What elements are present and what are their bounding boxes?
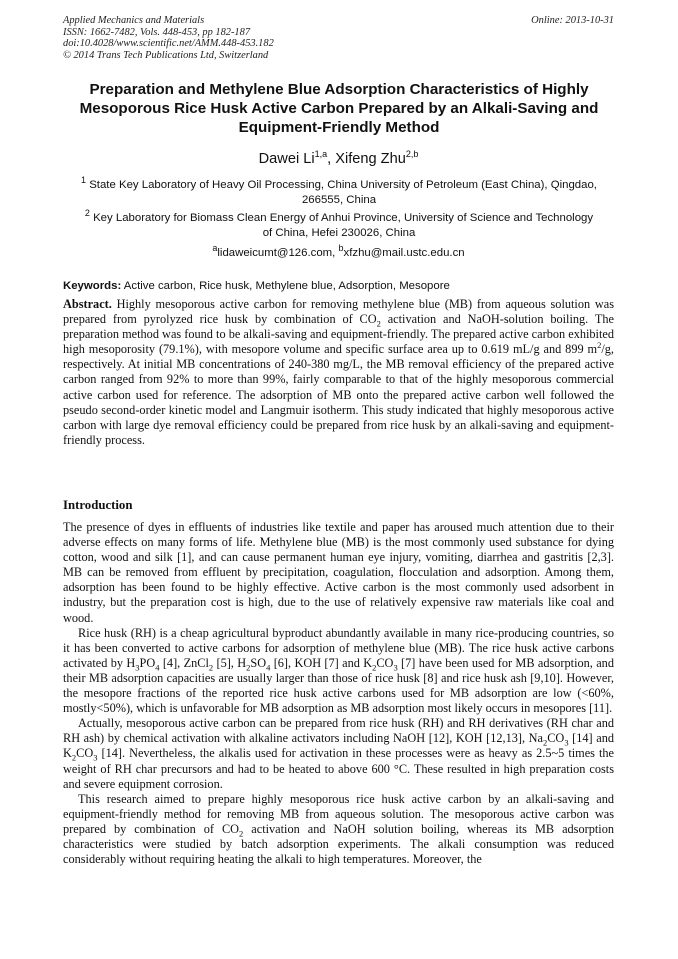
intro-p3-sub: 2 [542,737,548,748]
affiliation-1-number: 1 [81,175,87,186]
abstract-sup-1: 2 [597,340,602,351]
intro-p2-sub: 3 [135,662,140,673]
online-date: Online: 2013-10-31 [531,15,614,26]
intro-p3-text-e: [14]. Nevertheless, the alkalis used for activation in these processes were as heavy as 2.5~5 times the weight of RH char precursors and had to be heated to above 600 °C. These resulted in high preparation costs and severe equipment corrosion. [63,746,614,791]
intro-p4-text-b: activation and NaOH solution boiling, whereas its MB adsorption characteristics were studied by batch adsorption experiments. The alkali consumption was reduced considerably without requiring heating the alkali to high temperatures. Moreover, the [63,821,614,867]
author-1-sup: 1,a [314,149,328,160]
intro-p4-sub: 2 [239,828,244,839]
journal-name: Applied Mechanics and Materials [63,15,205,26]
intro-p2-text-f: [6], KOH [7] and K [270,655,373,670]
abstract [63,297,614,448]
affiliation-1 [80,175,598,208]
intro-paragraph-1: The presence of dyes in effluents of industries like textile and paper has aroused much attention due to their adverse effects on many forms of life. Methylene blue (MB) is the most commonly used substance for dying cotton, wood and silk [1], and can cause permanent human eye injury, vomiting, diarrhea and gastritis [2,3]. MB can be removed from effluent by precipitation, coagulation, flocculation and adsorption. Among them, adsorption has been found to be highly effective. Active carbon is the most commonly used adsorbent in industry, but the preparation cost is high, due to the use of relatively expensive raw materials like coal and wood. [63,520,614,625]
author-2-sup: 2,b [405,149,419,160]
intro-paragraph-2 [63,626,614,717]
intro-p3-text-c: [14] and K [63,731,614,761]
abstract-text-3: /g, respectively. At initial MB concentrations of 240-380 mg/L, the MB removal efficiency of the prepared active carbon ranged from 92% to more than 99%, fairly comparable to that of the highly mesoporous commercial active carbon used for reference. The adsorption of MB onto the prepared active carbon well followed the pseudo second-order kinetic model and Langmuir isotherm. This study indicated that highly mesoporous active carbon with large dye removal efficiency could be prepared from rice husk by an alkali-saving and equipment-friendly process. [63,342,614,447]
intro-p2-text-g: CO [376,655,394,670]
author-line [63,150,614,168]
abstract-sub-1: 2 [376,318,381,329]
email-a-sup: a [212,243,218,254]
intro-p3-sub: 3 [93,752,98,763]
author-emails [63,243,614,261]
intro-p2-text-e: SO [250,655,267,670]
intro-p2-sub: 2 [208,662,214,673]
intro-p3-sub: 3 [564,737,569,748]
intro-p2-text-c: [4], ZnCl [159,655,209,670]
email-b: xfzhu@mail.ustc.edu.cn [343,247,465,259]
author-2-name: Xifeng Zhu [335,151,406,167]
intro-p2-sub: 3 [393,662,398,673]
intro-p2-text-d: [5], H [213,655,247,670]
journal-issn: ISSN: 1662-7482, Vols. 448-453, pp 182-187 [63,26,251,38]
intro-p2-sub: 4 [266,662,271,673]
journal-header [63,15,614,61]
intro-p2-text-h: [7] have been used for MB adsorption, and their MB adsorption capacities are usually larger than those of rice husk [8] and rice husk ash [9,10]. However, the mesopore fractions of the reported rice husk active carbons used for MB adsorption are low (<60%, mostly<50%), which is unfavorable for MB adsorption as MB adsorption most likely occurs in mesopores [11]. [63,655,614,716]
author-separator: , [327,151,336,167]
intro-p3-sub: 2 [71,752,77,763]
keywords [63,279,614,294]
keywords-label: Keywords: [63,280,122,292]
affiliation-2 [80,208,598,241]
introduction-body [63,520,614,867]
abstract-text-2: activation and NaOH-solution boiling. The preparation method was found to be alkali-saving and equipment-friendly. The prepared active carbon exhibited high mesoporosity (79.1%), with mesopore volume and specific surface area up to 0.619 mL/g and 899 m [63,312,614,357]
journal-doi: doi:10.4028/www.scientific.net/AMM.448-453.182 [63,38,274,50]
section-heading-introduction: Introduction [63,498,133,512]
journal-copyright: © 2014 Trans Tech Publications Ltd, Switzerland [63,49,269,61]
email-a: lidaweicumt@126.com [217,247,333,259]
affiliation-2-text: Key Laboratory for Biomass Clean Energy of Anhui Province, University of Science and Technology of China, Hefei 230026, China [89,212,594,239]
affiliation-1-text: State Key Laboratory of Heavy Oil Processing, China University of Petroleum (East China), Qingdao, 266555, China [86,179,597,206]
author-1-name: Dawei Li [258,151,315,167]
affiliation-2-number: 2 [84,208,90,219]
intro-p2-text-a: Rice husk (RH) is a cheap agricultural byproduct abundantly available in many rice-producing countries, so it has been converted to active carbons for adsorption of methylene blue (MB). The rice husk active carbons activated by H [63,625,614,670]
intro-p3-text-d: CO [76,746,94,761]
intro-p2-sub: 2 [372,662,377,673]
intro-p4-text-a: This research aimed to prepare highly mesoporous rice husk active carbon by an alkali-saving and equipment-friendly method for removing MB from aqueous solution. The mesoporous active carbon was prepared by combination of CO [63,791,614,836]
intro-paragraph-4 [63,792,614,867]
intro-p2-text-b: PO [139,655,156,670]
keywords-text: Active carbon, Rice husk, Methylene blue, Adsorption, Mesopore [121,280,450,292]
email-separator: , [332,247,339,259]
intro-p3-text-a: Actually, mesoporous active carbon can be prepared from rice husk (RH) and RH derivatives (RH char and RH ash) by chemical activation with alkaline activators including NaOH [12], KOH [12,13], Na [63,716,614,746]
abstract-text-1: Highly mesoporous active carbon for removing methylene blue (MB) from aqueous solution was prepared from pyrolyzed rice husk by combination of CO [63,297,614,327]
paper-title: Preparation and Methylene Blue Adsorption Characteristics of Highly Mesoporous Rice Husk Active Carbon Prepared by an Alkali-Saving and Equipment-Friendly Method [79,81,599,136]
intro-paragraph-3 [63,716,614,791]
intro-p3-text-b: CO [547,731,565,746]
intro-p2-sub: 4 [155,662,160,673]
abstract-label: Abstract. [63,297,112,311]
email-b-sup: b [338,243,344,254]
intro-p2-sub: 2 [246,662,251,673]
